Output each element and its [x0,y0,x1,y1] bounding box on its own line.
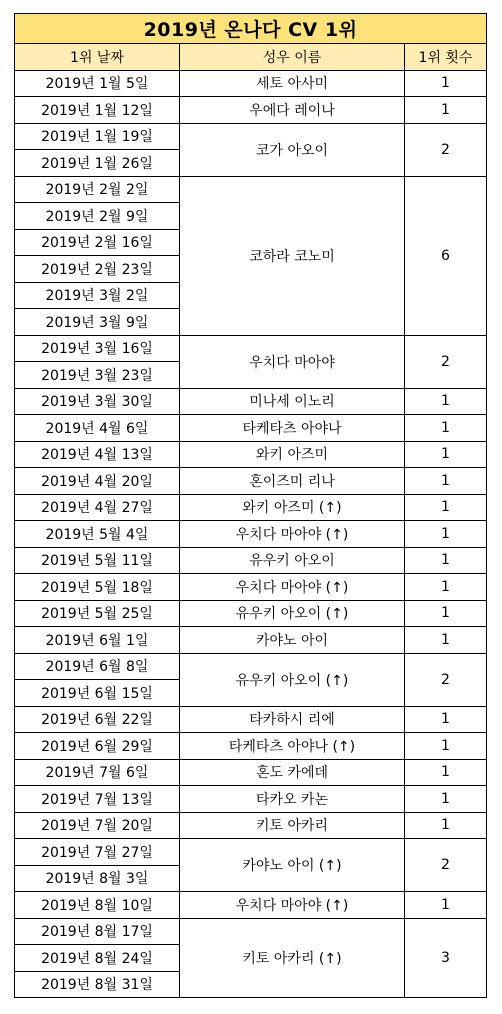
count-cell: 1 [405,70,487,97]
actor-cell: 키토 아카리 (↑) [180,918,405,998]
actor-cell: 세토 아사미 [180,70,405,97]
date-cell: 2019년 8월 17일 [15,918,180,945]
table-row [15,468,487,495]
date-cell: 2019년 5월 11일 [15,547,180,574]
table-row [15,176,487,203]
table-row [15,627,487,654]
table-row [15,494,487,521]
actor-cell: 우치다 마아야 (↑) [180,521,405,548]
table-row [15,574,487,601]
count-cell: 2 [405,653,487,706]
date-cell: 2019년 5월 4일 [15,521,180,548]
count-cell: 1 [405,521,487,548]
date-cell: 2019년 7월 27일 [15,839,180,866]
actor-cell: 타케타츠 아야나 (↑) [180,733,405,760]
date-cell: 2019년 8월 3일 [15,865,180,892]
table-row [15,812,487,839]
column-header-date: 1위 날짜 [15,44,180,71]
count-cell: 3 [405,918,487,998]
date-cell: 2019년 8월 10일 [15,892,180,919]
actor-cell: 유우키 아오이 (↑) [180,653,405,706]
date-cell: 2019년 4월 20일 [15,468,180,495]
actor-cell: 타카하시 리에 [180,706,405,733]
actor-cell: 카야노 아이 [180,627,405,654]
count-cell: 2 [405,335,487,388]
actor-cell: 와키 아즈미 [180,441,405,468]
actor-cell: 와키 아즈미 (↑) [180,494,405,521]
date-cell: 2019년 3월 2일 [15,282,180,309]
count-cell: 1 [405,468,487,495]
date-cell: 2019년 4월 27일 [15,494,180,521]
date-cell: 2019년 1월 12일 [15,97,180,124]
date-cell: 2019년 7월 20일 [15,812,180,839]
actor-cell: 타카오 카논 [180,786,405,813]
actor-cell: 혼도 카에데 [180,759,405,786]
count-cell: 1 [405,97,487,124]
date-cell: 2019년 3월 16일 [15,335,180,362]
table-row [15,706,487,733]
count-cell: 1 [405,706,487,733]
actor-cell: 키토 아카리 [180,812,405,839]
count-cell: 2 [405,839,487,892]
date-cell: 2019년 2월 9일 [15,203,180,230]
count-cell: 1 [405,494,487,521]
table-row [15,918,487,945]
table-row [15,441,487,468]
date-cell: 2019년 8월 31일 [15,971,180,998]
table-row [15,97,487,124]
actor-cell: 혼이즈미 리나 [180,468,405,495]
count-cell: 1 [405,627,487,654]
actor-cell: 우치다 마아야 (↑) [180,892,405,919]
actor-cell: 타케타츠 아야나 [180,415,405,442]
date-cell: 2019년 5월 18일 [15,574,180,601]
actor-cell: 유우키 아오이 [180,547,405,574]
date-cell: 2019년 7월 13일 [15,786,180,813]
count-cell: 6 [405,176,487,335]
count-cell: 1 [405,574,487,601]
date-cell: 2019년 6월 1일 [15,627,180,654]
date-cell: 2019년 4월 6일 [15,415,180,442]
table-row [15,839,487,866]
date-cell: 2019년 7월 6일 [15,759,180,786]
date-cell: 2019년 3월 30일 [15,388,180,415]
count-cell: 1 [405,415,487,442]
table-title: 2019년 온나다 CV 1위 [15,14,487,44]
actor-cell: 코하라 코노미 [180,176,405,335]
table-row [15,335,487,362]
date-cell: 2019년 3월 9일 [15,309,180,336]
date-cell: 2019년 2월 16일 [15,229,180,256]
date-cell: 2019년 6월 15일 [15,680,180,707]
column-header-count: 1위 횟수 [405,44,487,71]
actor-cell: 코가 아오이 [180,123,405,176]
table-row [15,759,487,786]
table-body [15,70,487,998]
actor-cell: 카야노 아이 (↑) [180,839,405,892]
count-cell: 1 [405,786,487,813]
date-cell: 2019년 2월 2일 [15,176,180,203]
table-row [15,547,487,574]
date-cell: 2019년 3월 23일 [15,362,180,389]
date-cell: 2019년 1월 26일 [15,150,180,177]
column-header-actor: 성우 이름 [180,44,405,71]
date-cell: 2019년 6월 8일 [15,653,180,680]
count-cell: 1 [405,388,487,415]
table-row [15,521,487,548]
date-cell: 2019년 8월 24일 [15,945,180,972]
date-cell: 2019년 1월 5일 [15,70,180,97]
ranking-table [14,13,487,998]
count-cell: 1 [405,733,487,760]
count-cell: 1 [405,892,487,919]
table-row [15,70,487,97]
count-cell: 1 [405,600,487,627]
table-row [15,123,487,150]
count-cell: 1 [405,441,487,468]
actor-cell: 우치다 마아야 [180,335,405,388]
table-row [15,600,487,627]
table-row [15,388,487,415]
table-row [15,733,487,760]
date-cell: 2019년 1월 19일 [15,123,180,150]
date-cell: 2019년 6월 29일 [15,733,180,760]
actor-cell: 미나세 이노리 [180,388,405,415]
count-cell: 1 [405,812,487,839]
actor-cell: 유우키 아오이 (↑) [180,600,405,627]
table-row [15,786,487,813]
date-cell: 2019년 6월 22일 [15,706,180,733]
table-row [15,892,487,919]
header-row [15,44,487,71]
actor-cell: 우치다 마아야 (↑) [180,574,405,601]
date-cell: 2019년 5월 25일 [15,600,180,627]
actor-cell: 우에다 레이나 [180,97,405,124]
count-cell: 1 [405,547,487,574]
count-cell: 2 [405,123,487,176]
title-row [15,14,487,44]
date-cell: 2019년 4월 13일 [15,441,180,468]
table-row [15,653,487,680]
table-row [15,415,487,442]
count-cell: 1 [405,759,487,786]
date-cell: 2019년 2월 23일 [15,256,180,283]
